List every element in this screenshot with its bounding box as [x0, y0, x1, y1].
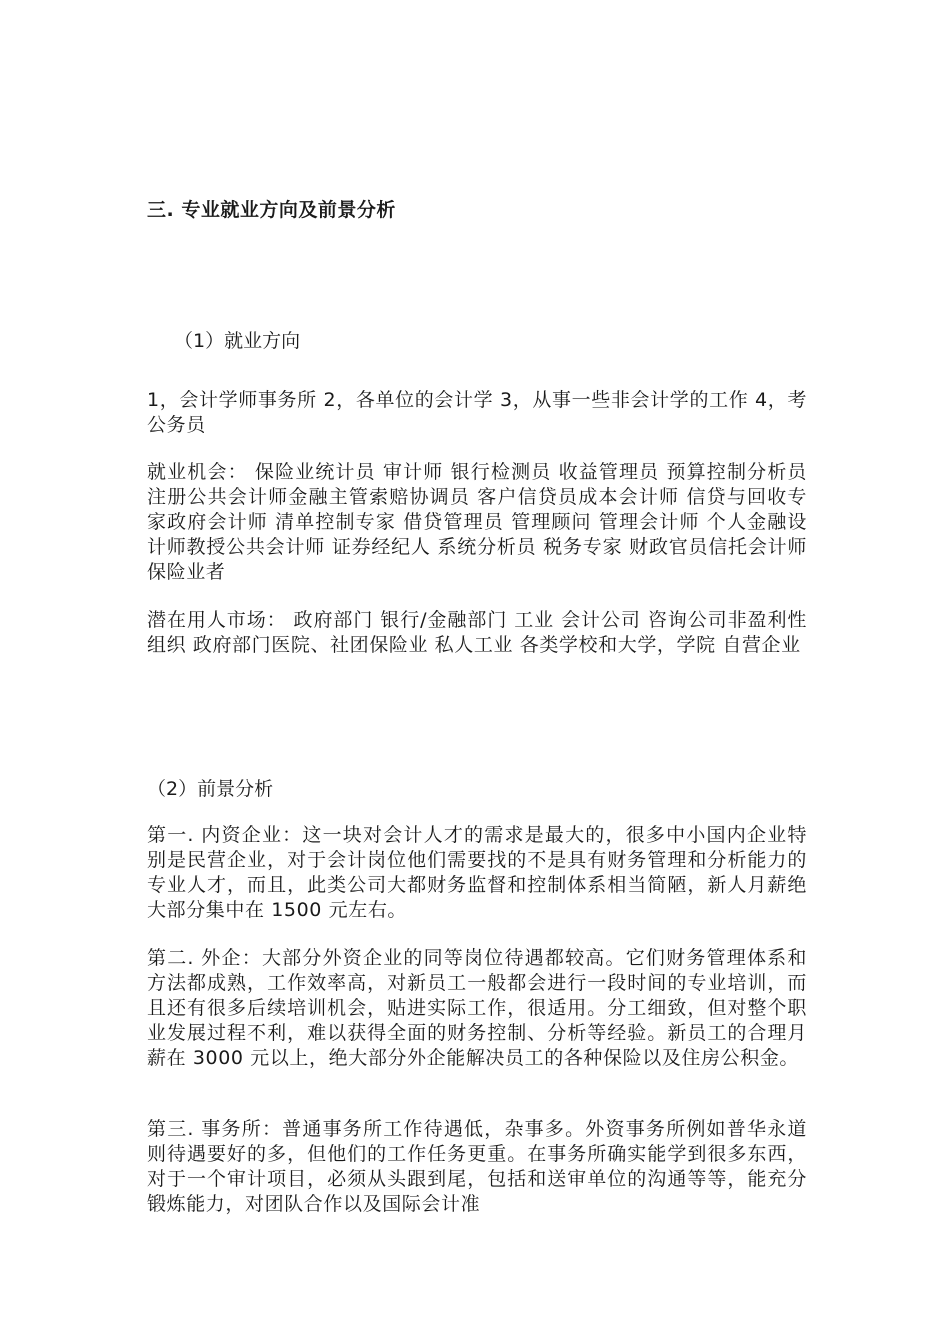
potential-market-paragraph: 潜在用人市场： 政府部门 银行/金融部门 工业 会计公司 咨询公司非盈利性组织 政府部门医院、社团保险业 私人工业 各类学校和大学，学院 自营企业: [147, 609, 807, 656]
outlook-firm-paragraph: 第三. 事务所：普通事务所工作待遇低，杂事多。外资事务所例如普华永道则待遇要好的多，但他们的工作任务更重。在事务所确实能学到很多东西，对于一个审计项目，必须从头跟到尾，包括和送审单位的沟通等等，能充分锻炼能力，对团队合作以及国际会计准: [147, 1118, 807, 1215]
employment-opportunities-paragraph: 就业机会： 保险业统计员 审计师 银行检测员 收益管理员 预算控制分析员 注册公共会计师金融主管索赔协调员 客户信贷员成本会计师 信贷与回收专家政府会计师 清单控制专家 借贷管理员 管理顾问 管理会计师 个人金融设计师教授公共会计师 证券经纪人 系统分析员 税务专家 财政官员信托会计师 保险业者: [147, 461, 807, 583]
employment-directions-paragraph: 1，会计学师事务所 2，各单位的会计学 3，从事一些非会计学的工作 4，考公务员: [147, 389, 807, 436]
section-title: 三. 专业就业方向及前景分析: [147, 199, 396, 221]
outlook-foreign-paragraph: 第二. 外企：大部分外资企业的同等岗位待遇都较高。它们财务管理体系和方法都成熟，工作效率高，对新员工一般都会进行一段时间的专业培训，而且还有很多后续培训机会，贴进实际工作，很适用。分工细致，但对整个职业发展过程不利，难以获得全面的财务控制、分析等经验。新员工的合理月薪在 3000 元以上，绝大部分外企能解决员工的各种保险以及住房公积金。: [147, 947, 807, 1069]
employment-heading: （1）就业方向: [174, 330, 301, 352]
outlook-heading: （2）前景分析: [147, 778, 274, 800]
outlook-domestic-paragraph: 第一. 内资企业：这一块对会计人才的需求是最大的，很多中小国内企业特别是民营企业，对于会计岗位他们需要找的不是具有财务管理和分析能力的专业人才，而且，此类公司大都财务监督和控制体系相当简陋，新人月薪绝大部分集中在 1500 元左右。: [147, 824, 807, 921]
